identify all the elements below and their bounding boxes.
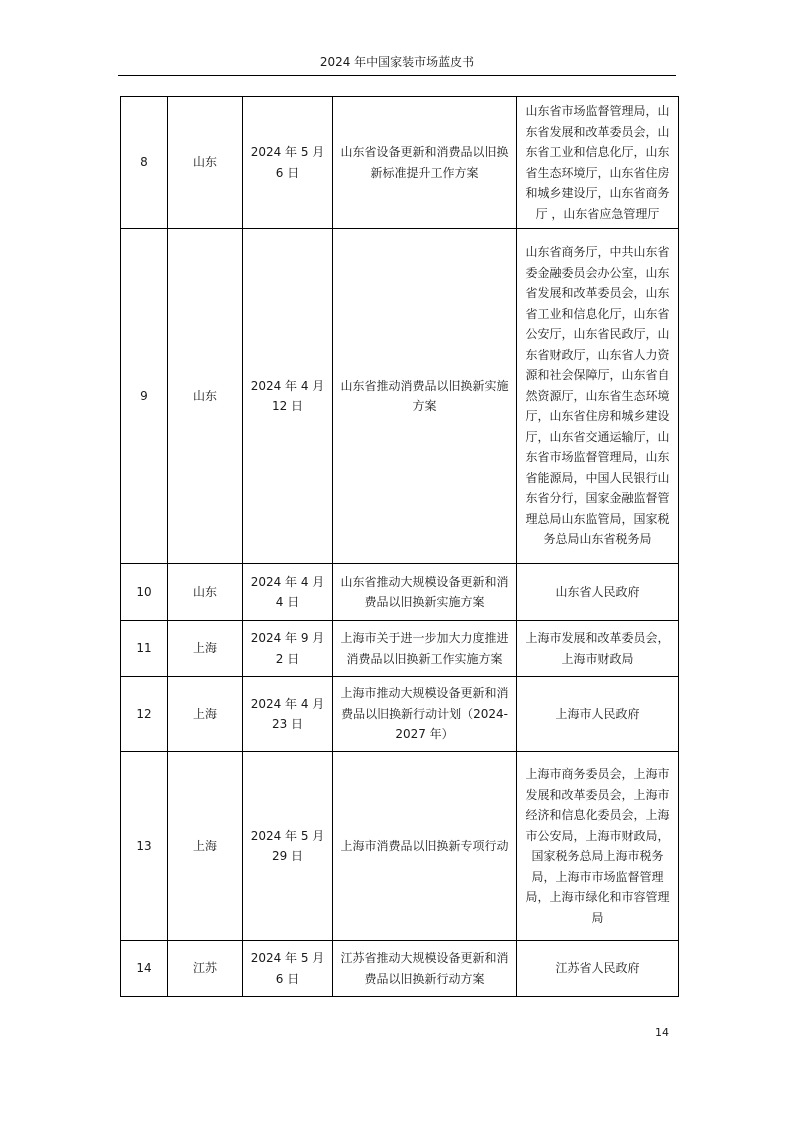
row-region: 山东 — [168, 97, 243, 229]
row-issuer: 上海市人民政府 — [517, 677, 679, 752]
table-row — [121, 752, 679, 941]
table-row — [121, 621, 679, 677]
row-policy: 山东省推动大规模设备更新和消费品以旧换新实施方案 — [333, 564, 517, 621]
row-number: 11 — [121, 621, 168, 677]
row-number: 8 — [121, 97, 168, 229]
page-header-title: 2024 年中国家装市场蓝皮书 — [319, 55, 475, 69]
row-region: 山东 — [168, 229, 243, 564]
table-row — [121, 941, 679, 997]
header-rule — [118, 75, 676, 76]
table-row — [121, 229, 679, 564]
row-policy: 上海市消费品以旧换新专项行动 — [333, 752, 517, 941]
row-issuer: 江苏省人民政府 — [517, 941, 679, 997]
row-number: 12 — [121, 677, 168, 752]
row-date: 2024 年 4 月 12 日 — [243, 229, 333, 564]
row-policy: 上海市关于进一步加大力度推进消费品以旧换新工作实施方案 — [333, 621, 517, 677]
row-issuer: 上海市发展和改革委员会，上海市财政局 — [517, 621, 679, 677]
row-policy: 上海市推动大规模设备更新和消费品以旧换新行动计划（2024-2027 年） — [333, 677, 517, 752]
row-issuer: 山东省人民政府 — [517, 564, 679, 621]
row-issuer: 山东省商务厅，中共山东省委金融委员会办公室，山东省发展和改革委员会，山东省工业和信息化厅，山东省公安厅，山东省民政厅，山东省财政厅，山东省人力资源和社会保障厅，山东省自然资源厅，山东省生态环境厅，山东省住房和城乡建设厅，山东省交通运输厅，山东省市场监督管理局，山东省能源局，中国人民银行山东省分行，国家金融监督管理总局山东监管局，国家税务总局山东省税务局 — [517, 229, 679, 564]
row-policy: 山东省设备更新和消费品以旧换新标准提升工作方案 — [333, 97, 517, 229]
table-row — [121, 677, 679, 752]
row-region: 山东 — [168, 564, 243, 621]
row-number: 9 — [121, 229, 168, 564]
row-date: 2024 年 4 月 4 日 — [243, 564, 333, 621]
row-region: 上海 — [168, 752, 243, 941]
row-number: 13 — [121, 752, 168, 941]
row-date: 2024 年 5 月 6 日 — [243, 941, 333, 997]
row-date: 2024 年 4 月 23 日 — [243, 677, 333, 752]
row-policy: 江苏省推动大规模设备更新和消费品以旧换新行动方案 — [333, 941, 517, 997]
row-issuer: 上海市商务委员会，上海市发展和改革委员会，上海市经济和信息化委员会，上海市公安局，上海市财政局，国家税务总局上海市税务局，上海市市场监督管理局，上海市绿化和市容管理局 — [517, 752, 679, 941]
row-date: 2024 年 5 月 29 日 — [243, 752, 333, 941]
row-policy: 山东省推动消费品以旧换新实施方案 — [333, 229, 517, 564]
row-date: 2024 年 5 月 6 日 — [243, 97, 333, 229]
row-number: 14 — [121, 941, 168, 997]
row-date: 2024 年 9 月 2 日 — [243, 621, 333, 677]
policy-table — [120, 96, 679, 997]
row-region: 上海 — [168, 621, 243, 677]
row-number: 10 — [121, 564, 168, 621]
row-region: 上海 — [168, 677, 243, 752]
row-issuer: 山东省市场监督管理局，山东省发展和改革委员会，山东省工业和信息化厅，山东省生态环境厅，山东省住房和城乡建设厅，山东省商务厅 ，山东省应急管理厅 — [517, 97, 679, 229]
row-region: 江苏 — [168, 941, 243, 997]
page-number: 14 — [655, 1026, 669, 1039]
table-row — [121, 97, 679, 229]
table-row — [121, 564, 679, 621]
